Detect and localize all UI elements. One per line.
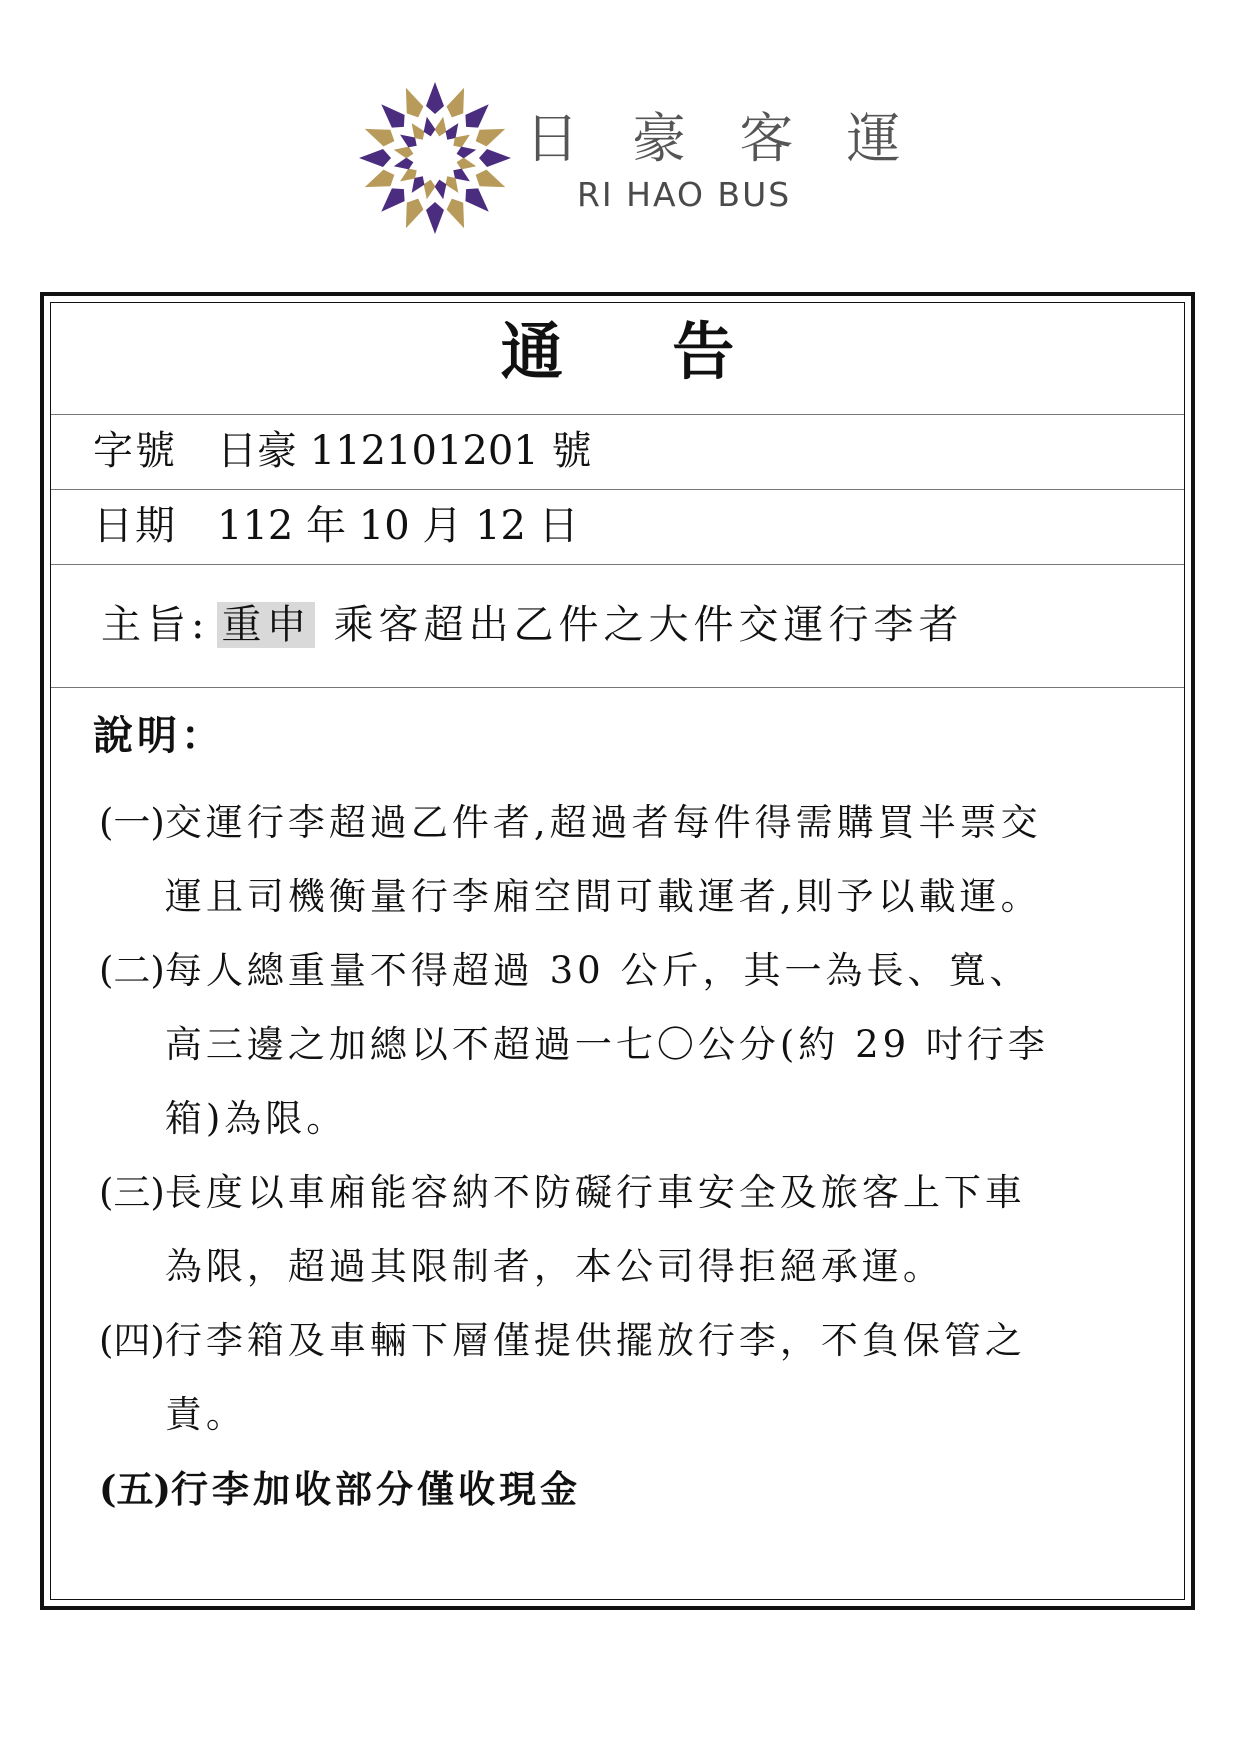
- notice-title: 通 告: [500, 315, 779, 388]
- reference-value: 日豪 112101201 號: [217, 428, 592, 474]
- subject-highlight: 重申: [217, 602, 315, 648]
- list-item: [99, 786, 1139, 934]
- logo-petal-outer: [426, 202, 444, 234]
- subject-text: 乘客超出乙件之大件交運行李者: [333, 602, 964, 648]
- item-text: 長度以車廂能容納不防礙行車安全及旅客上下車為限，超過其限制者，本公司得拒絕承運。: [164, 1171, 1026, 1288]
- list-item: [99, 1156, 1139, 1304]
- list-item: [99, 1304, 1139, 1452]
- item-number: (一): [99, 801, 165, 844]
- list-item: [99, 934, 1139, 1156]
- reference-row: [51, 415, 1184, 490]
- item-number: (四): [99, 1319, 165, 1362]
- subject-field: [101, 601, 963, 649]
- subject-row: [51, 565, 1184, 688]
- title-row: [51, 303, 1184, 415]
- subject-label: 主旨:: [101, 602, 210, 648]
- logo-petal-outer: [460, 98, 495, 133]
- reference-field: [93, 428, 592, 474]
- sunburst-logo-icon: [355, 78, 515, 238]
- logo-petal-outer: [479, 149, 511, 167]
- logo-petal-outer: [426, 82, 444, 114]
- description-list: [99, 786, 1139, 1526]
- logo-petal-outer: [375, 98, 410, 133]
- list-item: [99, 1452, 1139, 1526]
- reference-label: 字號: [93, 428, 177, 474]
- date-label: 日期: [93, 503, 177, 549]
- company-name-chinese: 日 豪 客 運: [525, 107, 919, 170]
- logo-petal-outer: [460, 183, 495, 218]
- logo-petal-outer: [375, 183, 410, 218]
- notice-inner-frame: [50, 302, 1185, 1600]
- item-number: (三): [99, 1171, 165, 1214]
- item-text: 每人總重量不得超過 30 公斤，其一為長、寬、高三邊之加總以不超過一七〇公分(約 29 吋行李箱)為限。: [164, 949, 1049, 1140]
- company-name-english: RI HAO BUS: [577, 175, 792, 214]
- date-value: 112 年 10 月 12 日: [217, 503, 579, 549]
- item-text: 行李箱及車輛下層僅提供擺放行李，不負保管之責。: [164, 1319, 1026, 1436]
- date-field: [93, 503, 579, 549]
- item-number: (五): [99, 1467, 172, 1511]
- logo-petal-outer: [359, 149, 391, 167]
- item-text: 行李加收部分僅收現金: [171, 1467, 582, 1511]
- description-section: [51, 688, 1184, 1599]
- date-row: [51, 490, 1184, 565]
- description-heading: 說明：: [93, 712, 225, 759]
- item-number: (二): [99, 949, 165, 992]
- notice-frame: [40, 292, 1195, 1610]
- item-text: 交運行李超過乙件者,超過者每件得需購買半票交運且司機衡量行李廂空間可載運者,則予以載運。: [164, 801, 1042, 918]
- company-logo: [355, 78, 919, 238]
